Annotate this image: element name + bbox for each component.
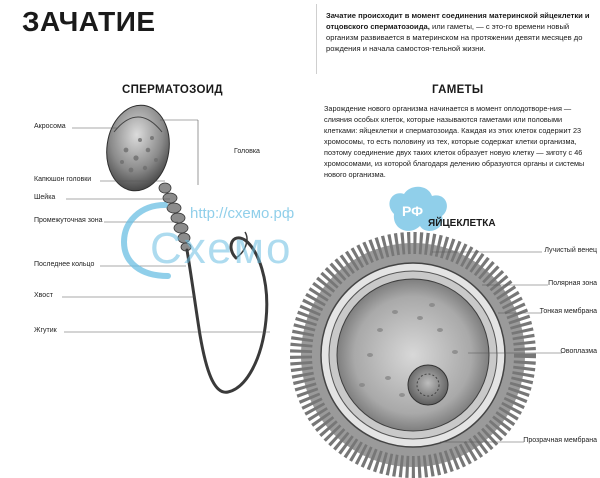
watermark-url: http://схемо.рф xyxy=(190,205,295,222)
label-thin-membrane: Тонкая мембрана xyxy=(539,308,597,315)
label-clear-membrane: Прозрачная мембрана xyxy=(523,437,597,444)
label-flagellum: Жгутик xyxy=(34,327,57,334)
egg-cell xyxy=(301,243,525,467)
label-corona: Лучистый венец xyxy=(544,247,597,254)
label-polar-zone: Полярная зона xyxy=(548,280,597,287)
watermark-brand: Схемо xyxy=(150,224,293,273)
sperm-heading: СПЕРМАТОЗОИД xyxy=(122,84,223,96)
label-tail: Хвост xyxy=(34,292,53,299)
label-last-ring: Последнее кольцо xyxy=(34,261,95,268)
watermark-badge: РФ xyxy=(402,203,424,219)
page-title: ЗАЧАТИЕ xyxy=(22,6,156,37)
egg-heading: ЯЙЦЕКЛЕТКА xyxy=(428,218,496,229)
intro-rest: или гаметы, — с это-го времени новый организм развивается в материнском на протяжении девяти месяцев до рождения и начала самостоя-тельной жизни. xyxy=(326,22,583,53)
label-head-cap: Капюшон головки xyxy=(34,176,92,183)
intro-bold: Зачатие происходит в момент соединения материнской яйцеклетки и отцовского сперматозоида, xyxy=(326,11,590,31)
label-acrosome: Акросома xyxy=(34,123,66,130)
gametes-paragraph: Зарождение нового организма начинается в момент оплодотворе-ния — слияния особых клеток, которые называются гаметами или половыми клетками: яйцеклетки и сперматозоида. Каждая из этих клеток содержит 23 хромосомы, то есть половину из тех, которые содержат клетки организма, поэтому соединение двух таких клеток образует новую клетку — зиготу с 46 хромосомами, из которой благодаря делению образуются органы и системы нового организма. xyxy=(324,104,585,179)
gametes-heading: ГАМЕТЫ xyxy=(432,84,484,96)
label-middle-zone: Промежуточная зона xyxy=(34,217,103,224)
label-neck: Шейка xyxy=(34,194,56,201)
label-ooplasm: Овоплазма xyxy=(560,348,597,355)
label-head: Головка xyxy=(234,148,260,155)
